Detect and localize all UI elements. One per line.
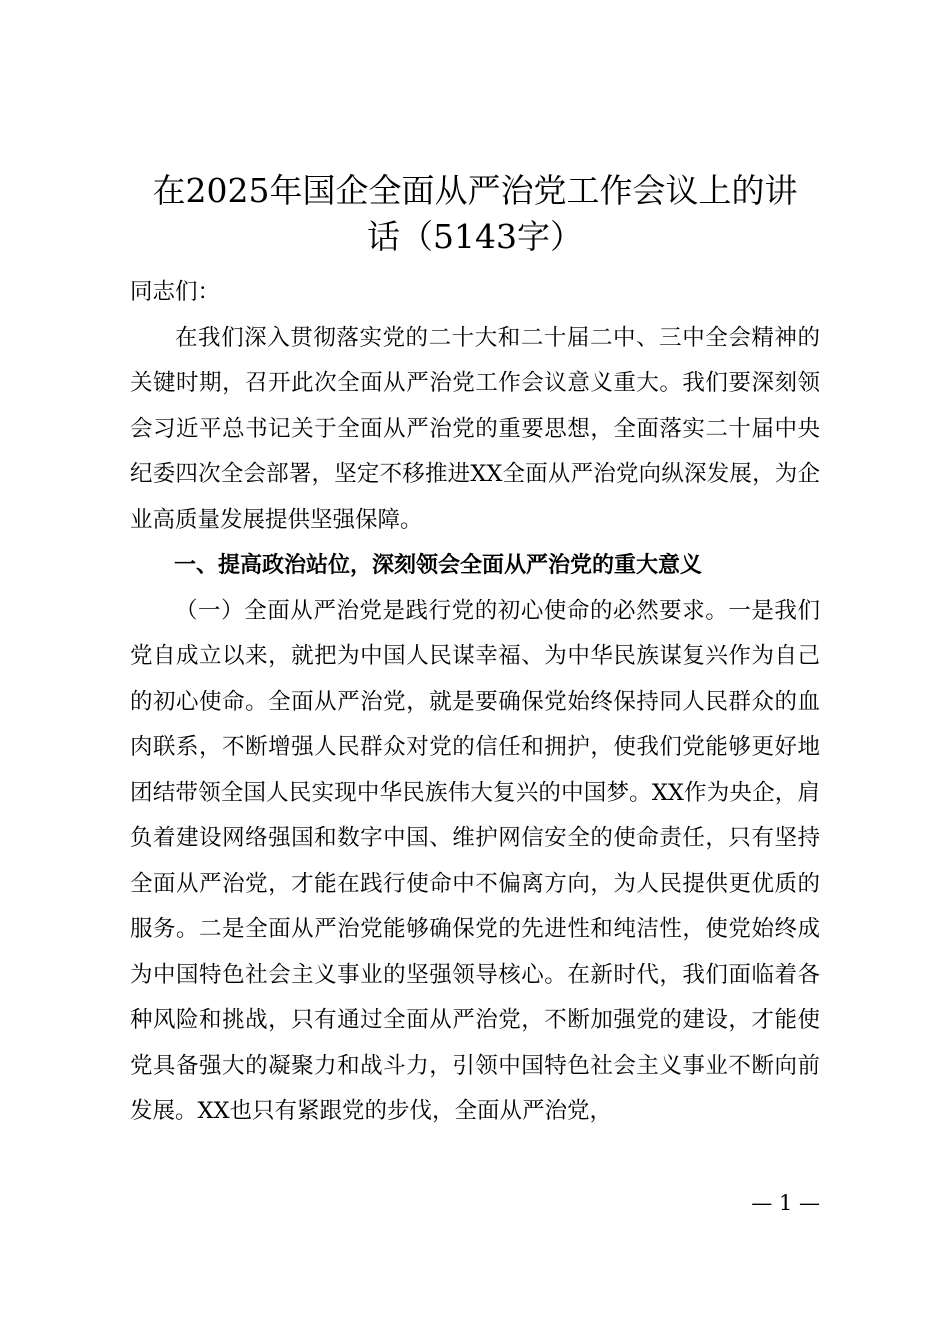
section-1-heading: 一、提高政治站位，深刻领会全面从严治党的重大意义: [174, 553, 703, 578]
section-1-body: 一是我们党自成立以来，就把为中国人民谋幸福、为中华民族谋复兴作为自己的初心使命。全面从严治党，就是要确保党始终保持同人民群众的血肉联系，不断增强人民群众对党的信任和拥护，使我们党能够更好地团结带领全国人民实现中华民族伟大复兴的中国梦。XX作为央企，肩负着建设网络强国和数字中国、维护网信安全的使命责任，只有坚持全面从严治党，才能在践行使命中不偏离方向，为人民提供更优质的服务。二是全面从严治党能够确保党的先进性和纯洁性，使党始终成为中国特色社会主义事业的坚强领导核心。在新时代，我们面临着各种风险和挑战，只有通过全面从严治党，不断加强党的建设，才能使党具备强大的凝聚力和战斗力，引领中国特色社会主义事业不断向前发展。XX也只有紧跟党的步伐，全面从严治党，: [130, 597, 820, 1124]
intro-paragraph: 在我们深入贯彻落实党的二十大和二十届二中、三中全会精神的关键时期，召开此次全面从严治党工作会议意义重大。我们要深刻领会习近平总书记关于全面从严治党的重要思想，全面落实二十届中央纪委四次全会部署，坚定不移推进XX全面从严治党向纵深发展，为企业高质量发展提供坚强保障。: [130, 324, 820, 533]
section-1-paragraph: [130, 589, 820, 1135]
page-number: — 1 —: [751, 1191, 820, 1215]
salutation: 同志们：: [130, 279, 221, 305]
document-title: [120, 168, 830, 260]
title-line-1: 在2025年国企全面从严治党工作会议上的讲: [152, 171, 798, 210]
section-1-subheading: （一）全面从严治党是践行党的初心使命的必然要求。: [175, 597, 729, 624]
document-body: [130, 270, 820, 1135]
title-line-2: 话（5143字）: [367, 217, 583, 256]
